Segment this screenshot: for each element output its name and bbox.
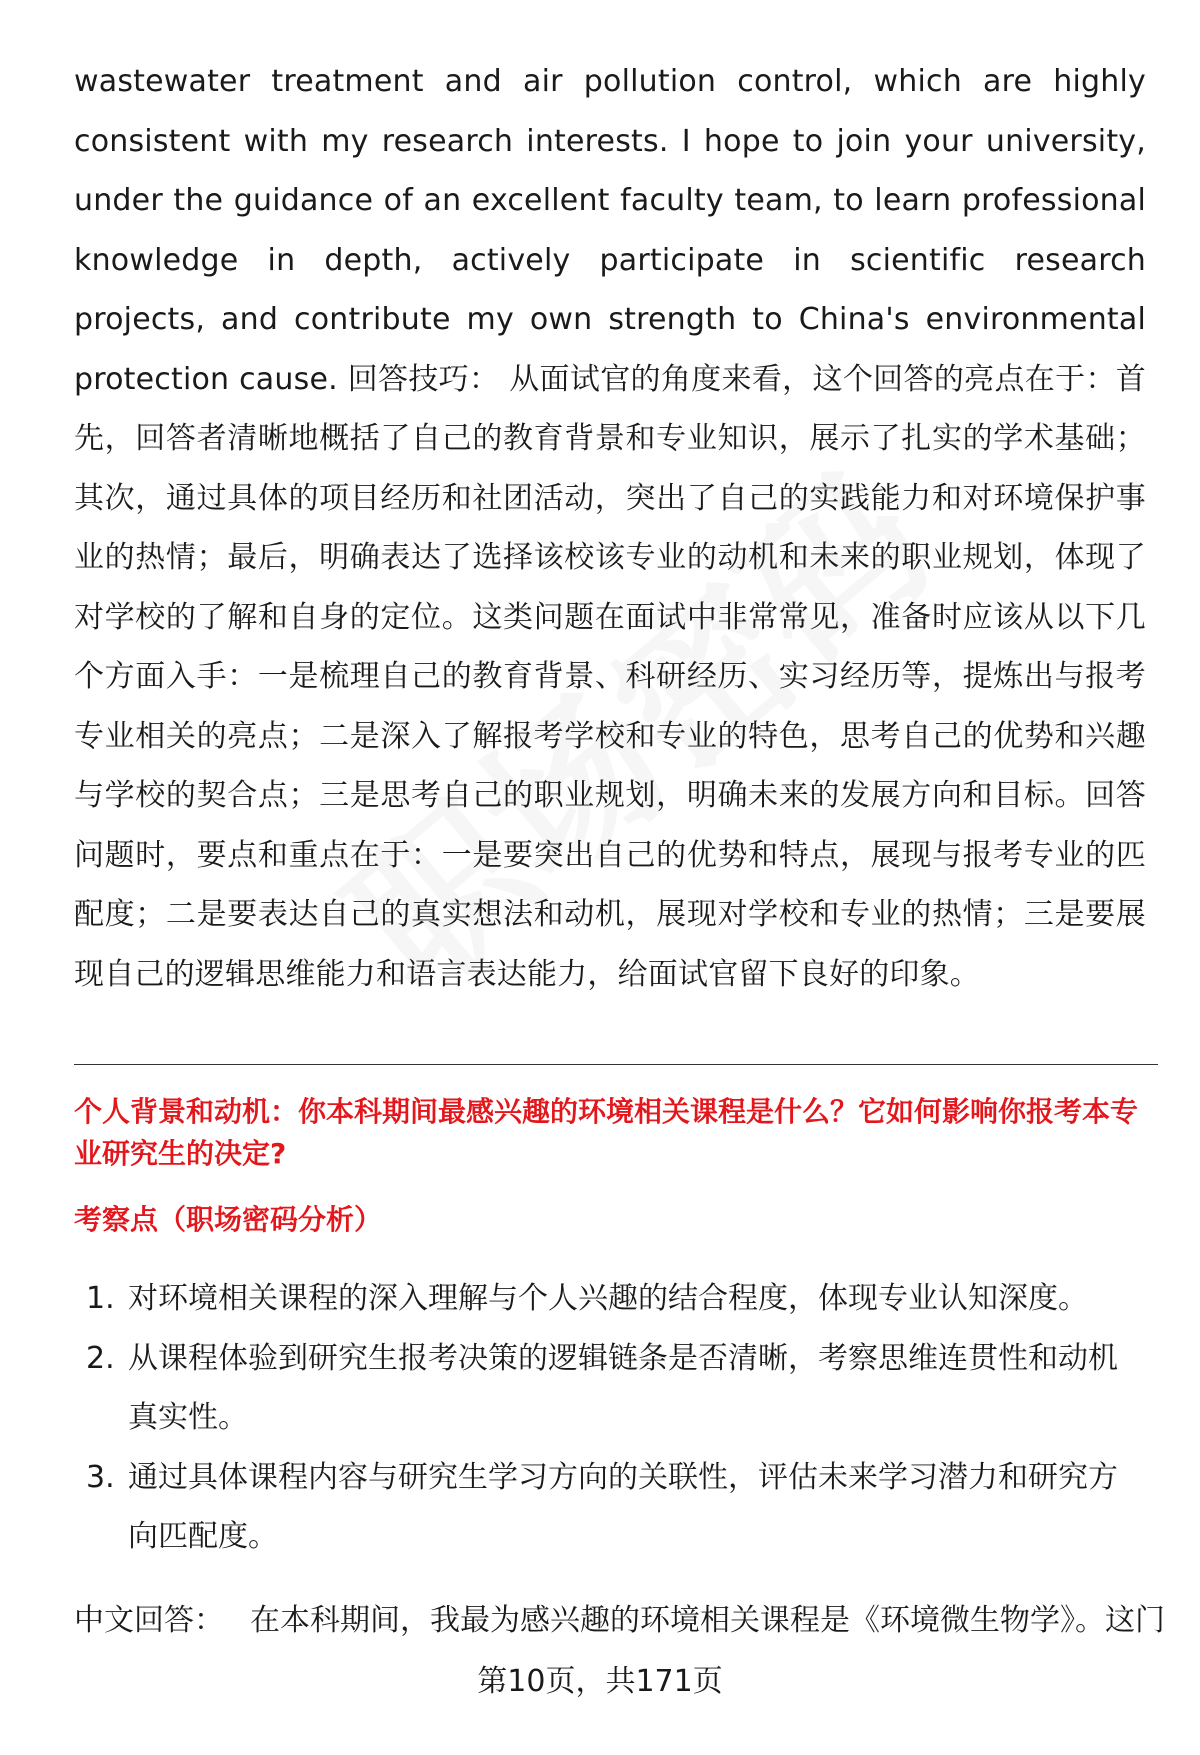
list-item-text: 对环境相关课程的深入理解与个人兴趣的结合程度，体现专业认知深度。: [128, 1281, 1088, 1316]
section-divider: [74, 1064, 1158, 1065]
intro-paragraph: wastewater treatment and air pollution control, which are highly consistent with my research interests. I hope to join your university, under the guidance of an excellent faculty team, to learn professional knowledge in depth, actively participate in scientific research projects, and contribute my own strength to China's environmental protection cause. 回答技巧： 从面试官的角度来看，这个回答的亮点在于：首先，回答者清晰地概括了自己的教育背景和专业知识，展示了扎实的学术基础；其次，通过具体的项目经历和社团活动，突出了自己的实践能力和对环境保护事业的热情；最后，明确表达了选择该校该专业的动机和未来的职业规划，体现了对学校的了解和自身的定位。这类问题在面试中非常常见，准备时应该从以下几个方面入手：一是梳理自己的教育背景、科研经历、实习经历等，提炼出与报考专业相关的亮点；二是深入了解报考学校和专业的特色，思考自己的优势和兴趣与学校的契合点；三是思考自己的职业规划，明确未来的发展方向和目标。回答问题时，要点和重点在于：一是要突出自己的优势和特点，展现与报考专业的匹配度；二是要表达自己的真实想法和动机，展现对学校和专业的热情；三是要展现自己的逻辑思维能力和语言表达能力，给面试官留下良好的印象。: [74, 64, 1146, 992]
list-item-text: 通过具体课程内容与研究生学习方向的关联性，评估未来学习潜力和研究方向匹配度。: [128, 1459, 1118, 1554]
list-item-number: 2.: [86, 1340, 115, 1376]
assessment-points-list: [74, 1269, 1146, 1567]
list-item-number: 3.: [86, 1459, 115, 1495]
answer-paragraph: [74, 1591, 1165, 1651]
page-number-footer: 第10页，共171页: [477, 1664, 723, 1699]
list-item: [74, 1269, 1146, 1329]
answer-text: 在本科期间，我最为感兴趣的环境相关课程是《环境微生物学》。这门: [250, 1602, 1165, 1638]
answer-label: 中文回答：: [74, 1602, 224, 1638]
list-item: [74, 1329, 1146, 1448]
list-item-number: 1.: [86, 1281, 115, 1316]
list-item-text: 从课程体验到研究生报考决策的逻辑链条是否清晰，考察思维连贯性和动机真实性。: [128, 1340, 1118, 1435]
list-item: [74, 1448, 1146, 1567]
question-heading: 个人背景和动机：你本科期间最感兴趣的环境相关课程是什么？它如何影响你报考本专业研究生的决定?: [74, 1095, 1139, 1170]
assessment-points-heading: 考察点（职场密码分析）: [74, 1203, 383, 1236]
page-content: [74, 52, 1165, 1650]
